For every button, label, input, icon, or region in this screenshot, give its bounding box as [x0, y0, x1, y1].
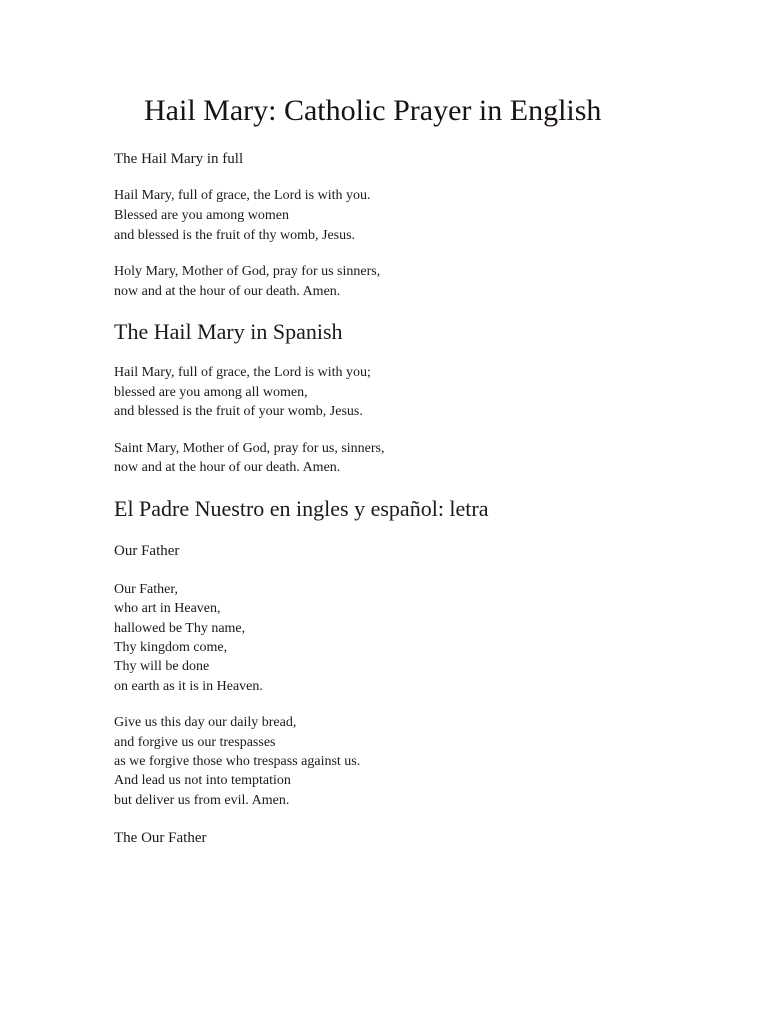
prayer-line: Holy Mary, Mother of God, pray for us sinners, — [114, 264, 381, 279]
prayer-line: now and at the hour of our death. Amen. — [114, 460, 341, 475]
page-title: Hail Mary: Catholic Prayer in English — [144, 94, 602, 127]
section2-heading: The Hail Mary in Spanish — [114, 319, 343, 344]
prayer-line: Thy will be done — [114, 659, 210, 674]
prayer-line: Our Father, — [114, 582, 178, 597]
prayer-line: on earth as it is in Heaven. — [114, 679, 263, 694]
section3-footer-subtitle: The Our Father — [114, 830, 207, 846]
prayer-line: now and at the hour of our death. Amen. — [114, 284, 341, 299]
prayer-line: And lead us not into temptation — [114, 773, 291, 788]
prayer-line: who art in Heaven, — [114, 601, 221, 616]
prayer-line: Hail Mary, full of grace, the Lord is with you. — [114, 188, 371, 203]
prayer-line: Saint Mary, Mother of God, pray for us, sinners, — [114, 441, 385, 456]
section3-subtitle: Our Father — [114, 543, 180, 559]
prayer-line: and blessed is the fruit of your womb, Jesus. — [114, 404, 363, 419]
prayer-line: Thy kingdom come, — [114, 640, 228, 655]
prayer-line: Give us this day our daily bread, — [114, 715, 297, 730]
prayer-line: hallowed be Thy name, — [114, 621, 246, 636]
prayer-line: blessed are you among all women, — [114, 385, 308, 400]
prayer-line: but deliver us from evil. Amen. — [114, 793, 290, 808]
prayer-line: Hail Mary, full of grace, the Lord is with you; — [114, 365, 371, 380]
prayer-line: Blessed are you among women — [114, 208, 289, 223]
section1-subtitle: The Hail Mary in full — [114, 151, 244, 167]
prayer-line: and forgive us our trespasses — [114, 735, 276, 750]
prayer-line: and blessed is the fruit of thy womb, Jesus. — [114, 228, 356, 243]
section3-heading: El Padre Nuestro en ingles y español: letra — [114, 496, 489, 521]
prayer-line: as we forgive those who trespass against us. — [114, 754, 361, 769]
